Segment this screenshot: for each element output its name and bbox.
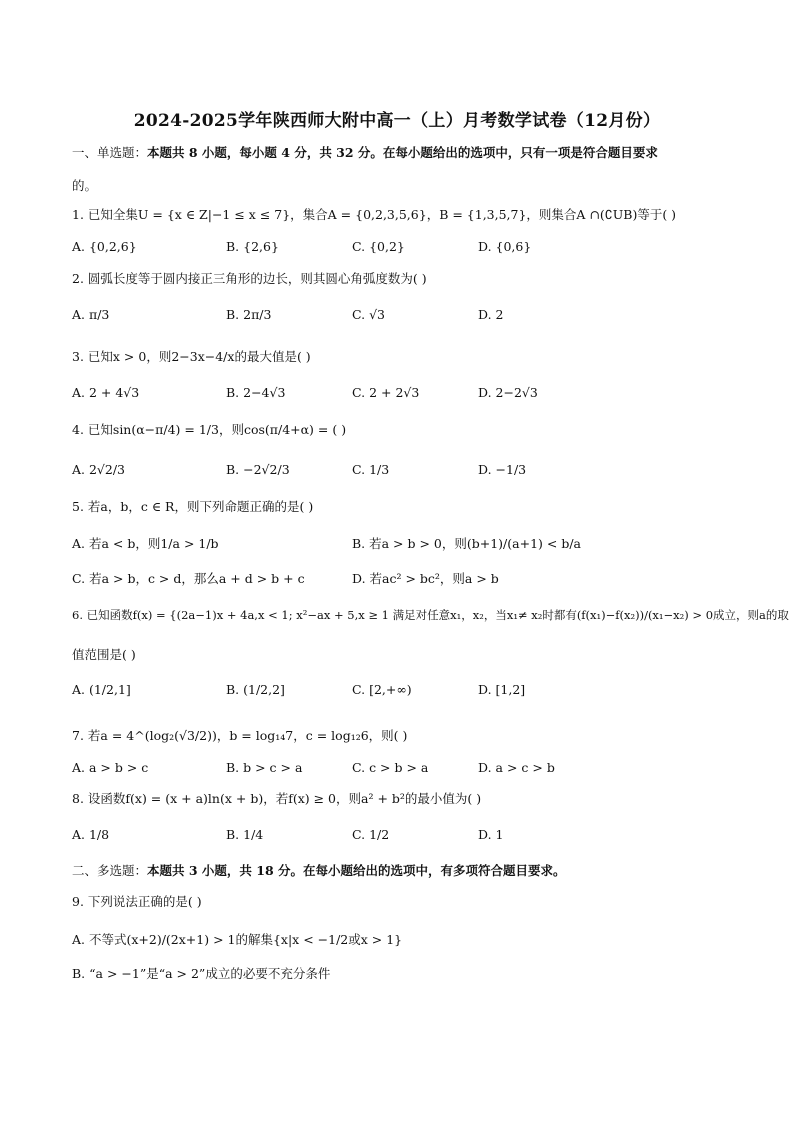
question-4-option-d[interactable]: D. −1/3 [478,462,527,477]
question-8-stem: 8. 设函数f(x) = (x + a)ln(x + b)，若f(x) ≥ 0，则a² + b²的最小值为( ) [72,791,482,806]
question-7-option-c[interactable]: C. c > b > a [352,760,429,775]
question-6-stem: 6. 已知函数f(x) = {(2a−1)x + 4a,x < 1; x²−ax + 5,x ≥ 1 满足对任意x₁，x₂，当x₁≠ x₂时都有(f(x₁)−f(x₂))/(x₁−x₂) > 0成立，则a的取 [72,608,789,622]
question-1-option-d[interactable]: D. {0,6} [478,239,532,254]
question-4-stem: 4. 已知sin(α−π/4) = 1/3，则cos(π/4+α) = ( ) [72,422,347,437]
question-3-stem: 3. 已知x > 0，则2−3x−4/x的最大值是( ) [72,349,311,364]
question-4-option-c[interactable]: C. 1/3 [352,462,390,477]
section-1-header-cont [72,176,97,196]
question-1-option-b[interactable]: B. {2,6} [226,239,279,254]
question-3-option-d[interactable]: D. 2−2√3 [478,385,538,400]
question-4-option-b[interactable]: B. −2√2/3 [226,462,290,477]
question-8-option-d[interactable]: D. 1 [478,827,504,842]
question-2-option-c[interactable]: C. √3 [352,307,385,322]
question-7-option-b[interactable]: B. b > c > a [226,760,303,775]
question-5-option-c[interactable]: C. 若a > b，c > d，那么a + d > b + c [72,571,305,586]
section-1-header [72,143,658,163]
question-6-option-a[interactable]: A. (1/2,1] [72,682,131,697]
question-6-option-d[interactable]: D. [1,2] [478,682,526,697]
question-7-stem: 7. 若a = 4^(log₂(√3/2))，b = log₁₄7，c = log₁₂6，则( ) [72,728,408,743]
question-2-option-a[interactable]: A. π/3 [72,307,110,322]
question-8-option-c[interactable]: C. 1/2 [352,827,390,842]
question-6-option-b[interactable]: B. (1/2,2] [226,682,285,697]
question-3-option-a[interactable]: A. 2 + 4√3 [72,385,140,400]
question-5-option-b[interactable]: B. 若a > b > 0，则(b+1)/(a+1) < b/a [352,536,581,551]
question-1-option-a[interactable]: A. {0,2,6} [72,239,137,254]
question-9-option-a[interactable]: A. 不等式(x+2)/(2x+1) > 1的解集{x|x < −1/2或x > 1} [72,932,403,947]
question-5-stem: 5. 若a，b，c ∈ R，则下列命题正确的是( ) [72,499,314,514]
question-2-option-d[interactable]: D. 2 [478,307,504,322]
section-1-line-1: 一、单选题：本题共 8 小题，每小题 4 分，共 32 分。在每小题给出的选项中，只有一项是符合题目要求 [72,145,658,160]
question-9-stem: 9. 下列说法正确的是( ) [72,894,202,909]
question-3-option-b[interactable]: B. 2−4√3 [226,385,286,400]
question-2-stem: 2. 圆弧长度等于圆内接正三角形的边长，则其圆心角弧度数为( ) [72,271,427,286]
section-1-line-2: 的。 [72,178,98,193]
question-9-option-b[interactable]: B. “a > −1”是“a > 2”成立的必要不充分条件 [72,966,331,981]
question-8-option-a[interactable]: A. 1/8 [72,827,110,842]
question-2-option-b[interactable]: B. 2π/3 [226,307,272,322]
section-2-header: 二、多选题：本题共 3 小题，共 18 分。在每小题给出的选项中，有多项符合题目要求。 [72,863,566,878]
question-5-option-a[interactable]: A. 若a < b，则1/a > 1/b [72,536,219,551]
question-7-option-d[interactable]: D. a > c > b [478,760,555,775]
question-8-option-b[interactable]: B. 1/4 [226,827,264,842]
question-6-option-c[interactable]: C. [2,+∞) [352,682,412,697]
question-1-stem: 1. 已知全集U = {x ∈ Z|−1 ≤ x ≤ 7}，集合A = {0,2,3,5,6}，B = {1,3,5,7}，则集合A ∩(∁UB)等于( ) [72,207,677,222]
question-4-option-a[interactable]: A. 2√2/3 [72,462,126,477]
question-6-stem-cont: 值范围是( ) [72,647,136,662]
question-7-option-a[interactable]: A. a > b > c [72,760,149,775]
question-3-option-c[interactable]: C. 2 + 2√3 [352,385,420,400]
question-1-option-c[interactable]: C. {0,2} [352,239,405,254]
page-title: 2024-2025学年陕西师大附中高一（上）月考数学试卷（12月份） [133,111,661,131]
question-5-option-d[interactable]: D. 若ac² > bc²，则a > b [352,571,499,586]
